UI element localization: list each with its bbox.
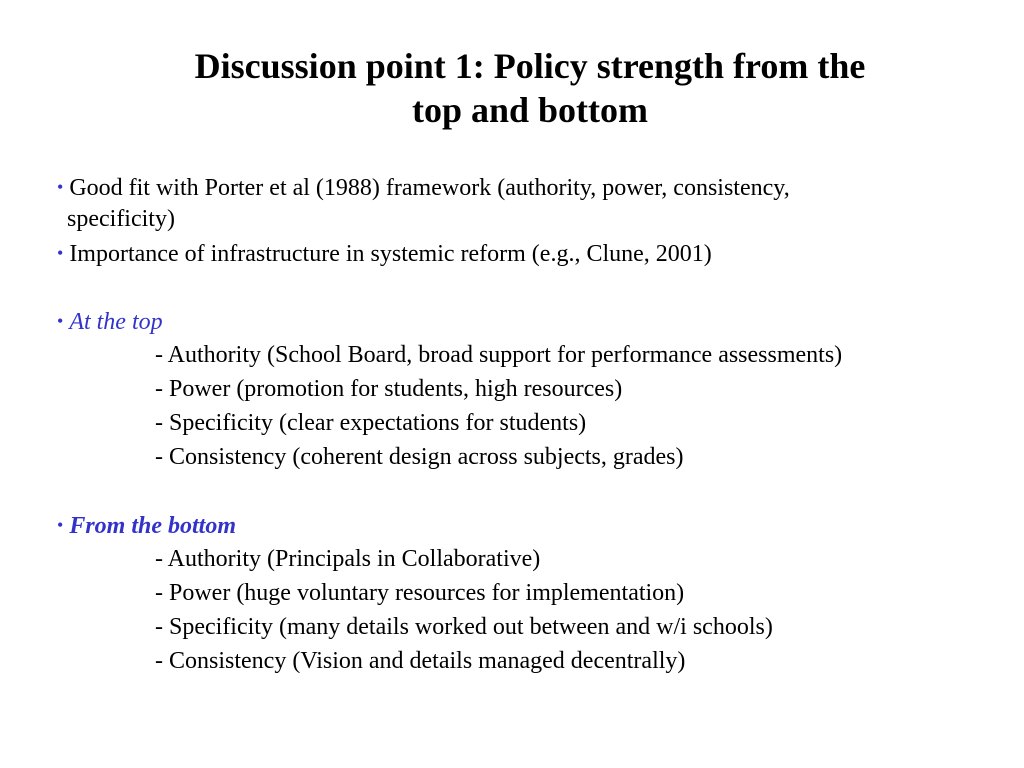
- top-item-authority: - Authority (School Board, broad support for performance assessments): [155, 342, 843, 368]
- bullet-text: Importance of infrastructure in systemic reform (e.g., Clune, 2001): [69, 241, 712, 267]
- title-line-1: Discussion point 1: Policy strength from the: [194, 46, 866, 86]
- bottom-item-consistency: - Consistency (Vision and details managed decentrally): [155, 648, 686, 674]
- bottom-item-authority: - Authority (Principals in Collaborative): [155, 546, 541, 572]
- bottom-item-specificity: - Specificity (many details worked out between and w/i schools): [155, 614, 773, 640]
- bullet-icon: •: [57, 243, 64, 263]
- top-item-specificity: - Specificity (clear expectations for students): [155, 410, 587, 436]
- bullet-icon: •: [57, 515, 64, 535]
- top-item-power: - Power (promotion for students, high resources): [155, 376, 623, 402]
- top-item-consistency: - Consistency (coherent design across subjects, grades): [155, 444, 684, 470]
- bullet-porter-framework: [57, 172, 790, 203]
- bullet-from-the-bottom: [57, 510, 236, 541]
- bullet-icon: •: [57, 177, 64, 197]
- title-line-2: top and bottom: [411, 90, 649, 130]
- section-heading-top: At the top: [69, 309, 163, 335]
- bullet-at-the-top: [57, 306, 163, 337]
- bullet-icon: •: [57, 311, 64, 331]
- section-heading-bottom: From the bottom: [69, 513, 236, 539]
- bullet-porter-framework-continuation: specificity): [67, 206, 175, 232]
- bullet-text: Good fit with Porter et al (1988) framework (authority, power, consistency,: [69, 175, 790, 201]
- bullet-infrastructure: [57, 238, 712, 269]
- slide-title: [0, 44, 1024, 132]
- bottom-item-power: - Power (huge voluntary resources for implementation): [155, 580, 685, 606]
